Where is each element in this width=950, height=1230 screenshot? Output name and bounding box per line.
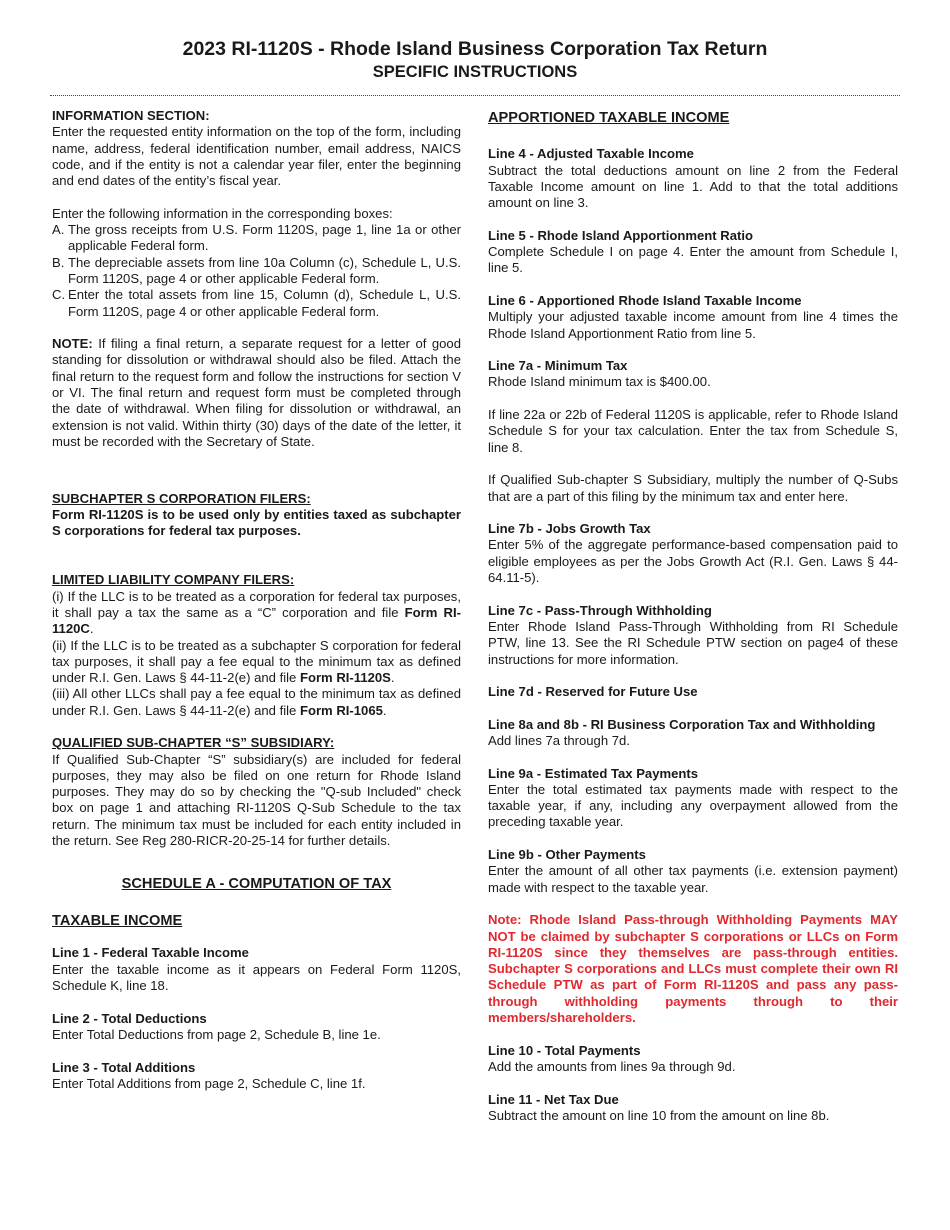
note-paragraph — [52, 336, 461, 450]
period: . — [89, 621, 94, 637]
dotted-divider — [50, 95, 900, 96]
period: . — [382, 702, 387, 718]
line8-heading: Line 8a and 8b - RI Business Corporation Tax and Withholding — [488, 716, 876, 732]
box-item-a — [52, 222, 461, 255]
line7c-heading: Line 7c - Pass-Through Withholding — [488, 602, 712, 618]
line3-text: Enter Total Additions from page 2, Schedule C, line 1f. — [52, 1075, 366, 1091]
llc-heading: LIMITED LIABILITY COMPANY FILERS: — [52, 572, 295, 588]
note-text: If filing a final return, a separate request for a letter of good standing for dissolution or withdrawal should also be filed. Attach the final return to the request form and follow the instructions for section V or VI. The final return and request form must be completed through the date of withdrawal. When filing for dissolution or withdrawal, an extension is not valid. Within thirty (30) days of the date of the letter, it must be recorded with the Secretary of State. — [52, 336, 461, 449]
line3-heading: Line 3 - Total Additions — [52, 1059, 196, 1075]
line7c-text: Enter Rhode Island Pass-Through Withholding from RI Schedule PTW, line 13. See the RI Schedule PTW section on page4 of these instructions for more information. — [488, 618, 898, 667]
llc-ii-text: (ii) If the LLC is to be treated as a subchapter S corporation for federal tax purposes, it shall pay a fee equal to the minimum tax as defined under R.I. Gen. Laws § 44-11-2(e) and file — [52, 637, 461, 686]
line11-heading: Line 11 - Net Tax Due — [488, 1091, 619, 1107]
line5-text: Complete Schedule I on page 4. Enter the amount from Schedule I, line 5. — [488, 244, 898, 276]
line1-text: Enter the taxable income as it appears on Federal Form 1120S, Schedule K, line 18. — [52, 961, 461, 994]
pass-through-withholding-note: Note: Rhode Island Pass-through Withholding Payments MAY NOT be claimed by subchapter S corporations or LLCs on Form RI-1120S since they themselves are pass-through entities. Subchapter S corporations and LLCs must complete their own RI Schedule PTW as part of Form RI-1120S and pass any pass-through withholding payments through to their members/shareholders. — [488, 912, 898, 1026]
info-section-heading: INFORMATION SECTION: — [52, 108, 210, 123]
line9b-text: Enter the amount of all other tax payments (i.e. extension payment) made with respect to the taxable year. — [488, 863, 898, 895]
schedule-a-heading: SCHEDULE A - COMPUTATION OF TAX — [121, 875, 392, 892]
right-column — [488, 108, 898, 1124]
box-item-c — [52, 287, 461, 320]
line9a-heading: Line 9a - Estimated Tax Payments — [488, 765, 699, 781]
line7a-qsub-text: If Qualified Sub-chapter S Subsidiary, multiply the number of Q-Subs that are a part of this filing by the minimum tax and enter here. — [488, 472, 898, 504]
llc-i-text: (i) If the LLC is to be treated as a corporation for federal tax purposes, it shall pay a tax the same as a “C” corporation and file — [52, 588, 461, 620]
apportioned-heading: APPORTIONED TAXABLE INCOME — [488, 110, 730, 126]
box-text: The gross receipts from U.S. Form 1120S, page 1, line 1a or other applicable Federal form. — [68, 222, 461, 254]
box-label: A. — [52, 222, 65, 238]
llc-item-ii — [52, 638, 461, 687]
line8-text: Add lines 7a through 7d. — [488, 732, 630, 748]
box-text: Enter the total assets from line 15, Column (d), Schedule L, U.S. Form 1120S, page 4 or other applicable Federal form. — [68, 287, 461, 319]
period: . — [390, 670, 395, 686]
line7d-heading: Line 7d - Reserved for Future Use — [488, 684, 698, 700]
line7a-schedule-s-text: If line 22a or 22b of Federal 1120S is applicable, refer to Rhode Island Schedule S for your tax calculation. Enter the tax from Schedule S, line 8. — [488, 407, 898, 455]
taxable-income-heading: TAXABLE INCOME — [52, 912, 183, 929]
line11-text: Subtract the amount on line 10 from the amount on line 8b. — [488, 1107, 830, 1123]
subchapter-s-heading: SUBCHAPTER S CORPORATION FILERS: — [52, 490, 311, 506]
llc-ii-form: Form RI-1120S — [299, 670, 391, 686]
page-title: 2023 RI-1120S - Rhode Island Business Corporation Tax Return — [182, 38, 768, 60]
llc-item-iii — [52, 686, 461, 719]
line9b-heading: Line 9b - Other Payments — [488, 847, 646, 863]
line2-text: Enter Total Deductions from page 2, Schedule B, line 1e. — [52, 1026, 381, 1042]
note-label: NOTE: — [52, 336, 93, 352]
llc-i-form: Form RI-1120C — [52, 604, 461, 637]
line4-heading: Line 4 - Adjusted Taxable Income — [488, 146, 694, 162]
line6-text: Multiply your adjusted taxable income amount from line 4 times the Rhode Island Apportionment Ratio from line 5. — [488, 309, 898, 341]
left-column — [52, 108, 461, 1092]
line10-text: Add the amounts from lines 9a through 9d. — [488, 1058, 736, 1074]
line9a-text: Enter the total estimated tax payments made with respect to the taxable year, if any, including any overpayment allowed from the preceding taxable year. — [488, 781, 898, 830]
line5-heading: Line 5 - Rhode Island Apportionment Ratio — [488, 227, 754, 243]
qsub-text: If Qualified Sub-Chapter “S” subsidiary(s) are included for federal purposes, they may also be filed on one return for Rhode Island purposes. They may do so by checking the "Q-sub Included" check box on page 1 and attaching RI-1120S Q-Sub Schedule to the tax return. The minimum tax must be included for each entity included in the return. See Reg 280-RICR-20-25-14 for further details. — [52, 751, 461, 849]
info-section-text: Enter the requested entity information on the top of the form, including name, address, federal identification number, email address, NAICS code, and if the entity is not a calendar year filer, enter the beginning and end dates of the entity’s fiscal year. — [52, 124, 461, 189]
llc-iii-text: (iii) All other LLCs shall pay a fee equal to the minimum tax as defined under R.I. Gen. Laws § 44-11-2(e) and file — [52, 686, 461, 718]
line10-heading: Line 10 - Total Payments — [488, 1042, 641, 1058]
line4-text: Subtract the total deductions amount on line 2 from the Federal Taxable Income amount on line 1. Add to that the total additions amount on line 3. — [488, 162, 898, 211]
line6-heading: Line 6 - Apportioned Rhode Island Taxable Income — [488, 292, 802, 308]
line7a-text: Rhode Island minimum tax is $400.00. — [488, 374, 711, 390]
box-label: C. — [52, 287, 66, 303]
boxes-intro: Enter the following information in the corresponding boxes: — [52, 205, 393, 221]
subchapter-s-text: Form RI-1120S is to be used only by entities taxed as subchapter S corporations for federal tax purposes. — [52, 507, 461, 539]
box-item-b — [52, 255, 461, 288]
line7a-heading: Line 7a - Minimum Tax — [488, 358, 628, 374]
box-label: B. — [52, 254, 65, 270]
llc-item-i — [52, 589, 461, 638]
line7b-text: Enter 5% of the aggregate performance-based compensation paid to eligible employees as per the Jobs Growth Act (R.I. Gen. Laws § 44-64.11-5). — [488, 537, 898, 586]
qsub-heading: QUALIFIED SUB-CHAPTER “S” SUBSIDIARY: — [52, 735, 335, 751]
llc-iii-form: Form RI-1065 — [299, 702, 383, 718]
page-subtitle: SPECIFIC INSTRUCTIONS — [372, 63, 578, 81]
box-text: The depreciable assets from line 10a Column (c), Schedule L, U.S. Form 1120S, page 4 or other applicable Federal form. — [68, 254, 461, 286]
line7b-heading: Line 7b - Jobs Growth Tax — [488, 521, 651, 537]
line2-heading: Line 2 - Total Deductions — [52, 1010, 207, 1026]
line1-heading: Line 1 - Federal Taxable Income — [52, 945, 249, 961]
